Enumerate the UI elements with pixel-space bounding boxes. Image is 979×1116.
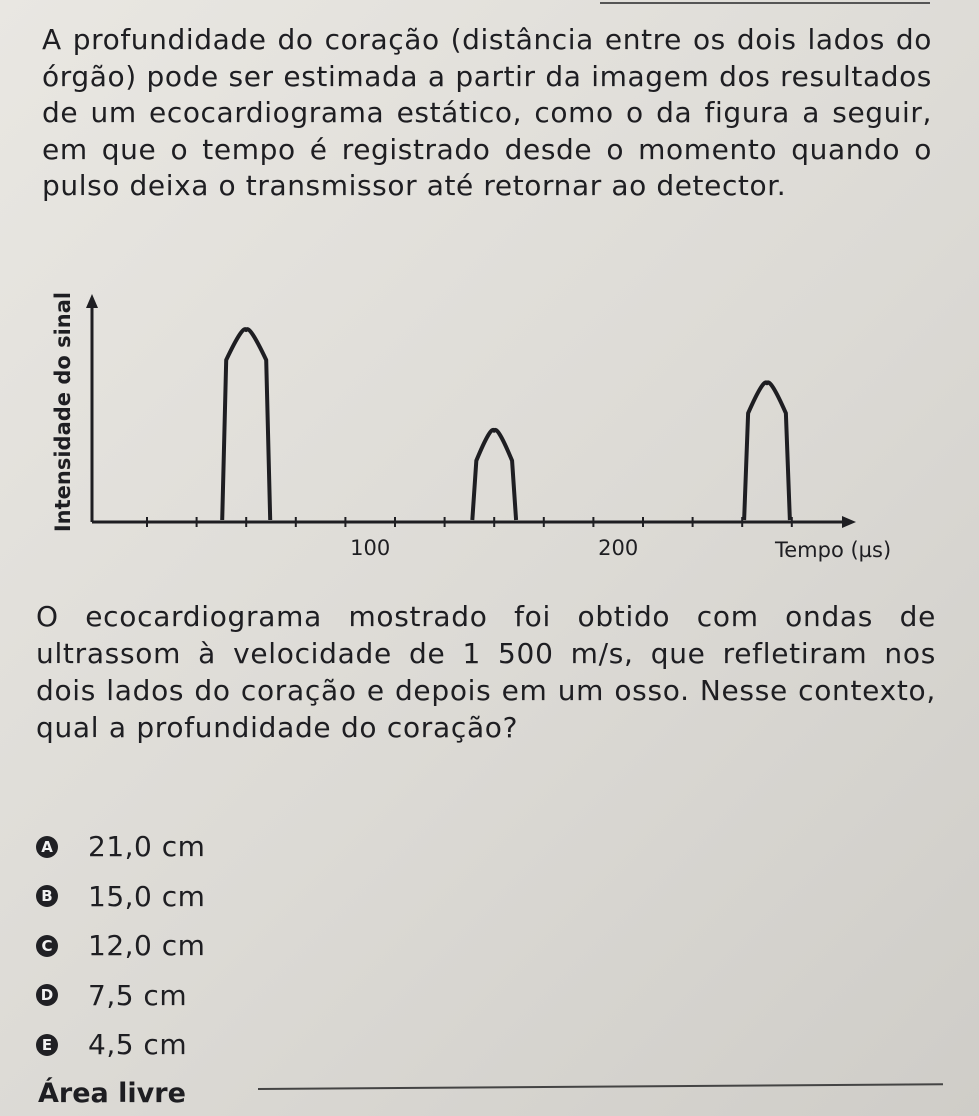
x-axis-label: Tempo (µs) (775, 538, 892, 562)
intro-paragraph: A profundidade do coração (distância entre os dois lados do órgão) pode ser estimada a partir da imagem dos resultados de um ecocardiograma estático, como o da figura a seguir, em que o tempo é registrado desde o momento quando o pulso deixa o transmissor até retornar ao detector. (42, 23, 932, 202)
answer-options (36, 822, 205, 1070)
option-letter-badge: E (36, 1034, 58, 1056)
y-axis-label: Intensidade do sinal (51, 291, 75, 533)
option-text: 12,0 cm (88, 929, 206, 963)
option-d[interactable] (36, 971, 205, 1021)
option-letter-badge: B (36, 885, 58, 907)
x-tick-label: 100 (350, 536, 391, 560)
chart-svg (40, 282, 940, 572)
top-divider (600, 2, 930, 4)
option-e[interactable] (36, 1020, 205, 1070)
echo-peak (222, 329, 270, 520)
x-tick-label: 200 (598, 536, 639, 560)
x-axis-arrow (842, 516, 856, 528)
option-c[interactable] (36, 921, 205, 971)
option-text: 4,5 cm (88, 1028, 188, 1062)
option-letter-badge: C (36, 935, 58, 957)
peaks-group (222, 329, 790, 520)
free-area-line (258, 1083, 943, 1090)
option-letter-badge: D (36, 984, 58, 1006)
option-text: 15,0 cm (88, 879, 206, 913)
y-axis-arrow (86, 294, 98, 308)
echocardiogram-chart (40, 282, 940, 572)
option-letter-badge: A (36, 836, 58, 858)
option-text: 21,0 cm (88, 830, 206, 864)
option-text: 7,5 cm (88, 978, 188, 1012)
echo-peak (472, 430, 516, 520)
echo-peak (744, 382, 790, 520)
question-paragraph: O ecocardiograma mostrado foi obtido com ondas de ultrassom à velocidade de 1 500 m/s, que refletiram nos dois lados do coração e depois em um osso. Nesse contexto, qual a profundidade do coração? (36, 600, 936, 744)
option-b[interactable] (36, 872, 205, 922)
option-a[interactable] (36, 822, 205, 872)
free-area-label: Área livre (38, 1078, 186, 1109)
